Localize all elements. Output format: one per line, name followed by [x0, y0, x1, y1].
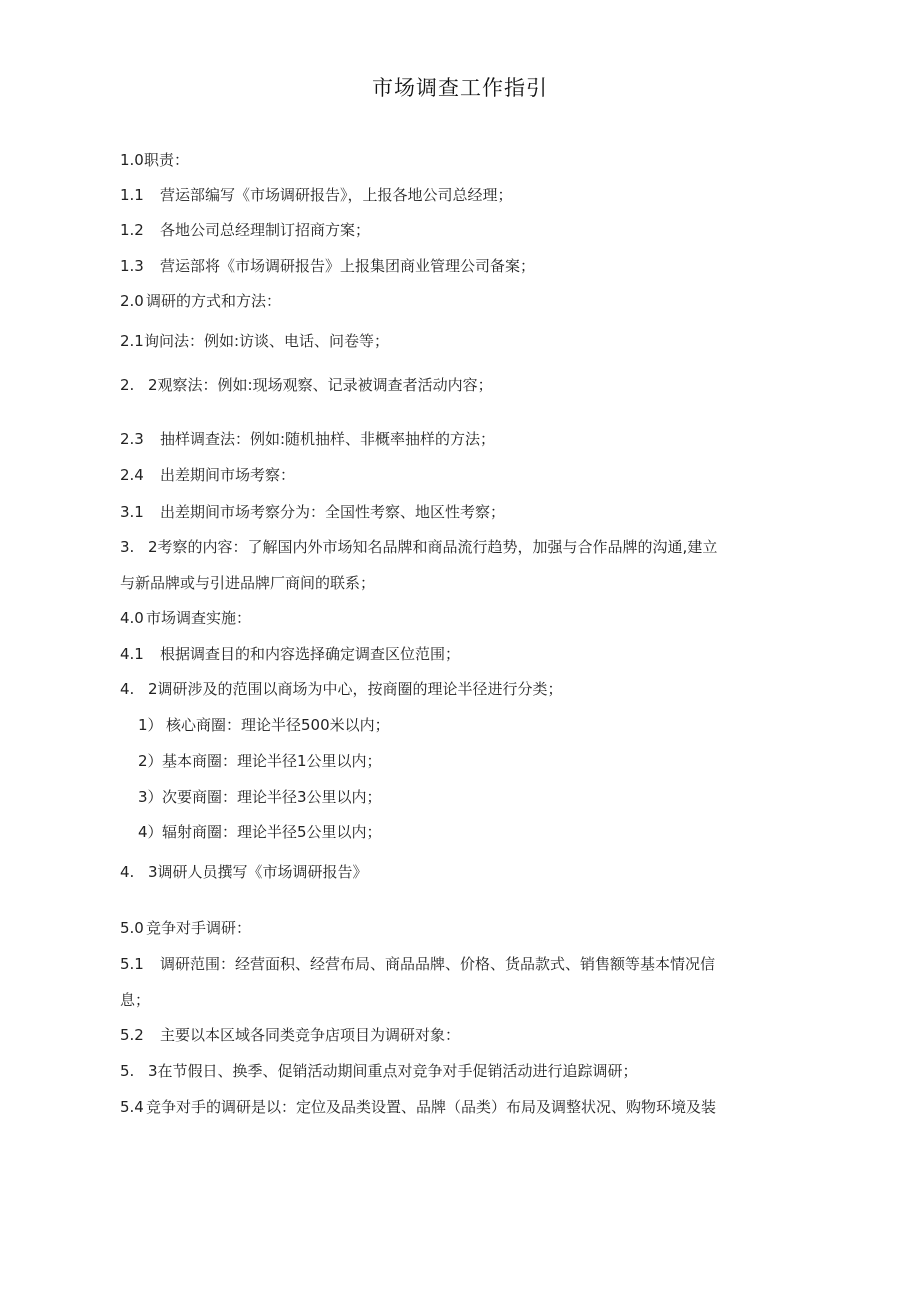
doc-line	[120, 990, 150, 1010]
line-number: 2.1	[120, 332, 144, 350]
line-number: 1.2	[120, 221, 144, 239]
line-number: 3）	[138, 788, 163, 806]
line-text: 辐射商圈：理论半径5公里以内；	[162, 823, 382, 841]
doc-line	[120, 375, 493, 395]
doc-line	[120, 1025, 460, 1045]
doc-line	[120, 1061, 638, 1081]
doc-line	[120, 256, 535, 276]
line-text: 2观察法：例如:现场观察、记录被调查者活动内容；	[148, 376, 493, 394]
line-text: 息；	[120, 991, 151, 1009]
line-text: 基本商圈：理论半径1公里以内；	[162, 752, 382, 770]
doc-line	[138, 787, 382, 807]
line-text: 核心商圈：理论半径500米以内；	[166, 716, 390, 734]
line-text: 营运部编写《市场调研报告》，上报各地公司总经理；	[160, 186, 513, 204]
doc-line	[120, 679, 563, 699]
doc-line	[120, 644, 460, 664]
line-number: 2.0	[120, 292, 144, 310]
doc-line	[120, 150, 189, 170]
line-number: 2.	[120, 376, 135, 394]
doc-line	[120, 465, 295, 485]
line-number: 1）	[138, 716, 163, 734]
doc-line	[120, 918, 251, 938]
line-number: 3.1	[120, 503, 144, 521]
line-text: 调研范围：经营面积、经营布局、商品品牌、价格、货品款式、销售额等基本情况信	[160, 955, 716, 973]
line-number: 1.1	[120, 186, 144, 204]
doc-line	[120, 502, 505, 522]
page-title: 市场调查工作指引	[372, 76, 548, 100]
line-text: 出差期间市场考察：	[160, 466, 296, 484]
line-number: 4.	[120, 863, 135, 881]
line-number: 4.0	[120, 609, 144, 627]
line-text: 3调研人员撰写《市场调研报告》	[148, 863, 368, 881]
line-text: 3在节假日、换季、促销活动期间重点对竞争对手促销活动进行追踪调研；	[148, 1062, 638, 1080]
line-text: 职责：	[144, 151, 190, 169]
doc-line	[120, 862, 368, 882]
doc-line	[120, 291, 281, 311]
doc-line	[120, 608, 251, 628]
doc-line	[120, 185, 513, 205]
line-text: 次要商圈：理论半径3公里以内；	[162, 788, 382, 806]
line-text: 竞争对手调研：	[146, 919, 252, 937]
line-number: 1.3	[120, 257, 144, 275]
line-number: 5.0	[120, 919, 144, 937]
line-text: 竞争对手的调研是以：定位及品类设置、品牌（品类）布局及调整状况、购物环境及装	[146, 1098, 717, 1116]
line-text: 主要以本区域各同类竞争店项目为调研对象：	[160, 1026, 461, 1044]
doc-line	[120, 537, 717, 557]
line-number: 4.	[120, 680, 135, 698]
doc-line	[138, 715, 390, 735]
line-number: 5.	[120, 1062, 135, 1080]
doc-line	[120, 429, 495, 449]
line-number: 4.1	[120, 645, 144, 663]
doc-line	[138, 751, 382, 771]
line-number: 2）	[138, 752, 163, 770]
line-text: 营运部将《市场调研报告》上报集团商业管理公司备案；	[160, 257, 536, 275]
doc-line	[120, 573, 375, 593]
doc-line	[120, 1097, 716, 1117]
line-number: 4）	[138, 823, 163, 841]
line-number: 2.4	[120, 466, 144, 484]
line-number: 5.4	[120, 1098, 144, 1116]
line-text: 出差期间市场考察分为：全国性考察、地区性考察；	[160, 503, 506, 521]
doc-line	[120, 331, 389, 351]
line-text: 根据调查目的和内容选择确定调查区位范围；	[160, 645, 461, 663]
line-text: 调研的方式和方法：	[146, 292, 282, 310]
line-text: 2考察的内容：了解国内外市场知名品牌和商品流行趋势，加强与合作品牌的沟通,建立	[148, 538, 718, 556]
line-number: 5.1	[120, 955, 144, 973]
doc-line	[138, 822, 382, 842]
doc-line	[120, 220, 370, 240]
line-text: 各地公司总经理制订招商方案；	[160, 221, 371, 239]
line-text: 询问法：例如:访谈、电话、问卷等；	[144, 332, 390, 350]
line-number: 5.2	[120, 1026, 144, 1044]
line-text: 抽样调查法：例如:随机抽样、非概率抽样的方法；	[160, 430, 496, 448]
line-text: 与新品牌或与引进品牌厂商间的联系；	[120, 574, 376, 592]
line-number: 1.0	[120, 151, 144, 169]
line-text: 市场调查实施：	[146, 609, 252, 627]
doc-line	[120, 954, 715, 974]
line-number: 3.	[120, 538, 135, 556]
line-text: 2调研涉及的范围以商场为中心，按商圈的理论半径进行分类；	[148, 680, 563, 698]
line-number: 2.3	[120, 430, 144, 448]
